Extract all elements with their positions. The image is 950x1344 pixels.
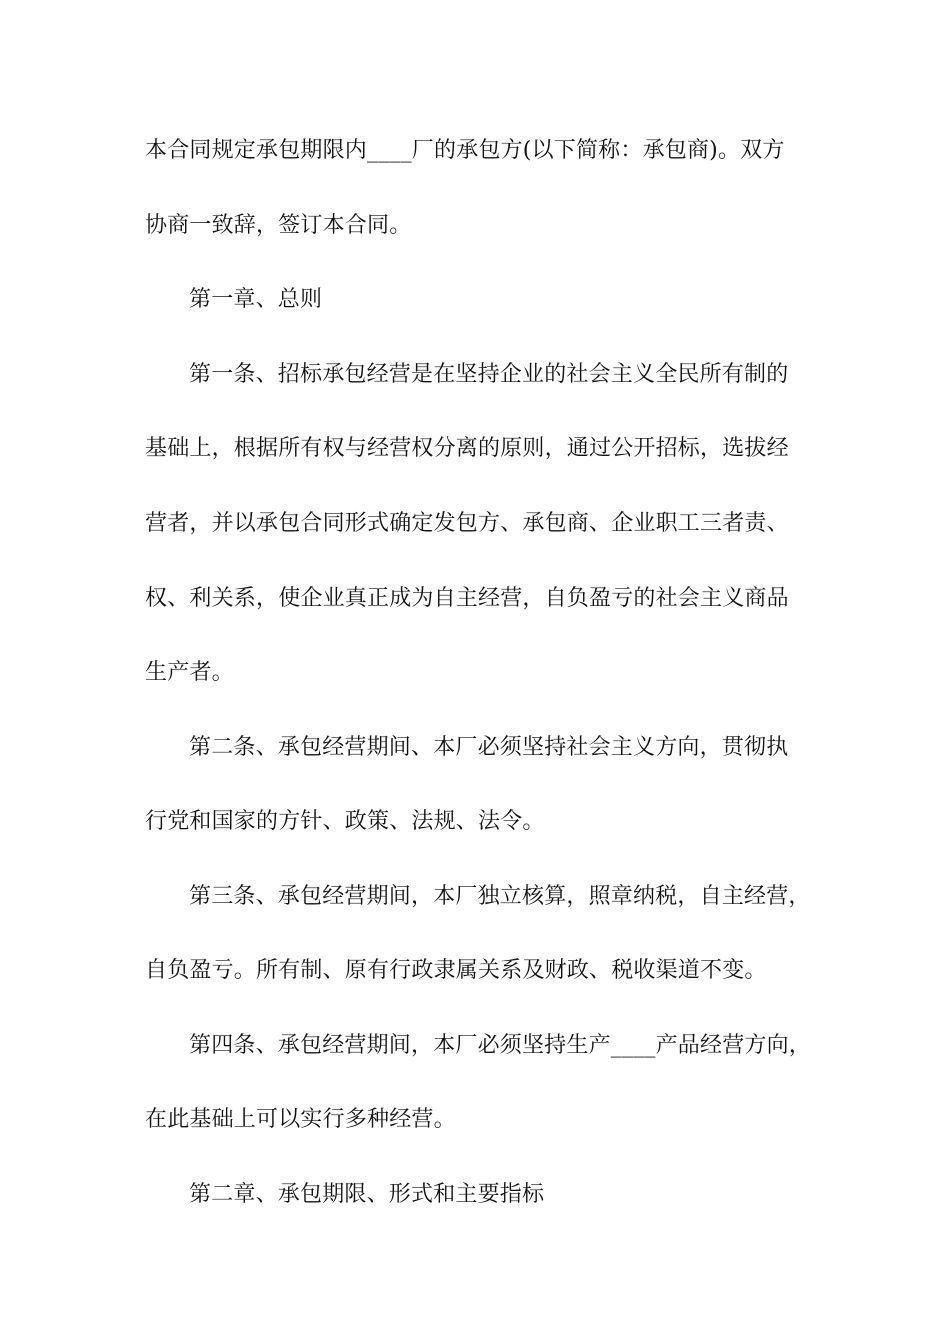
contract-intro-line-2: 协商一致辞，签订本合同。 — [145, 213, 412, 238]
chapter-1-heading: 第一章、总则 — [189, 287, 323, 312]
article-2-line-1: 第二条、承包经营期间、本厂必须坚持社会主义方向，贯彻执 — [189, 735, 789, 760]
article-3-line-2: 自负盈亏。所有制、原有行政隶属关系及财政、税收渠道不变。 — [145, 958, 767, 983]
chapter-2-heading: 第二章、承包期限、形式和主要指标 — [189, 1182, 545, 1207]
article-1-line-2: 基础上，根据所有权与经营权分离的原则，通过公开招标，选拔经 — [145, 436, 789, 461]
article-1-line-5: 生产者。 — [145, 660, 234, 685]
article-3-line-1: 第三条、承包经营期间，本厂独立核算，照章纳税，自主经营， — [189, 884, 811, 909]
article-1-line-4: 权、利关系，使企业真正成为自主经营，自负盈亏的社会主义商品 — [145, 586, 789, 611]
article-4-line-2: 在此基础上可以实行多种经营。 — [145, 1107, 456, 1132]
article-1-line-3: 营者，并以承包合同形式确定发包方、承包商、企业职工三者责、 — [145, 511, 789, 536]
article-1-line-1: 第一条、招标承包经营是在坚持企业的社会主义全民所有制的 — [189, 362, 789, 387]
article-4-line-1: 第四条、承包经营期间，本厂必须坚持生产____产品经营方向， — [189, 1033, 812, 1058]
article-2-line-2: 行党和国家的方针、政策、法规、法令。 — [145, 809, 545, 834]
contract-intro-line-1: 本合同规定承包期限内____厂的承包方(以下简称：承包商)。双方 — [145, 138, 785, 163]
